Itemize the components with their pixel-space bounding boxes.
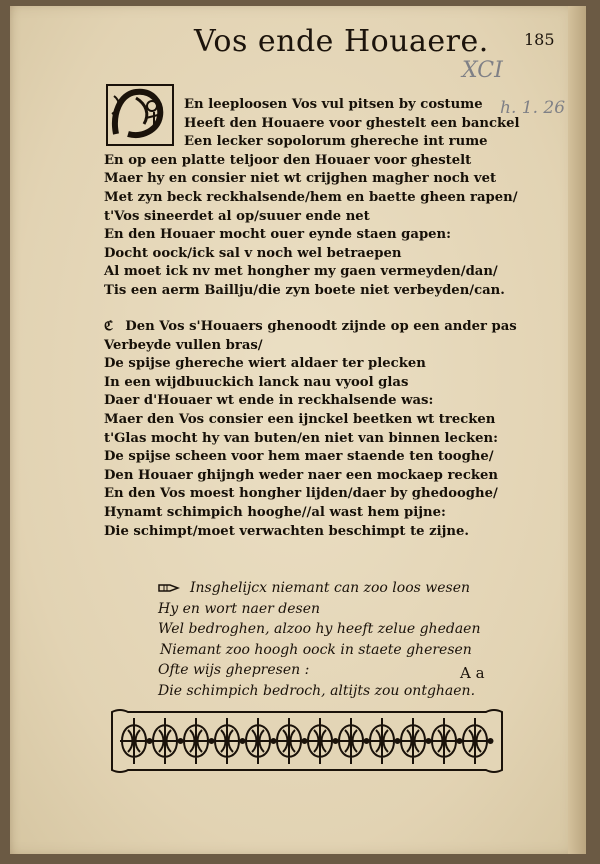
printer-signature: A a [460, 664, 485, 682]
stanza-line: Tis een aerm Baillju/die zyn boete niet verbeyden/can. [104, 282, 505, 298]
stanza-line: Met zyn beck reckhalsende/hem en baette gheen rapen/ [104, 189, 518, 205]
stanza-line: En den Houaer mocht ouer eynde staen gapen: [104, 227, 452, 243]
stanza-line: t'Glas mocht hy van buten/en niet van binnen lecken: [104, 430, 498, 446]
stanza-line: Die schimpt/moet verwachten beschimpt te zijne. [104, 523, 469, 539]
verse-first-line [158, 578, 480, 599]
stanza-line: Den Houaer ghijngh weder naer een mockaep recken [104, 467, 498, 483]
verse-line: Niemant zoo hoogh oock in staete gheresen [160, 641, 472, 658]
pilcrow-icon: ℭ [104, 319, 114, 334]
stanza-line: Al moet ick nv met hongher my gaen vermeyden/dan/ [104, 264, 498, 280]
handwritten-note-side: h. 1. 26 [500, 98, 566, 118]
verse-line: Hy en wort naer desen [158, 600, 321, 617]
stanza-line: De spijse ghereche wiert aldaer ter plecken [104, 356, 426, 372]
stanza-line: Maer den Vos consier een ijnckel beetken wt trecken [104, 411, 496, 427]
pointing-hand-icon [158, 582, 180, 594]
stanza-line: Verbeyde vullen bras/ [104, 337, 263, 353]
page-number: 185 [524, 30, 555, 49]
stanza-line: Den Vos s'Houaers ghenoodt zijnde op een ander pas [125, 319, 517, 334]
stanza-line: Een lecker sopolorum ghereche int rume [184, 134, 488, 150]
page-title: Vos ende Houaere. [194, 24, 489, 59]
stanza-line: t'Vos sineerdet al op/suuer ende net [104, 208, 370, 224]
stanza-line: Maer hy en consier niet wt crijghen magher noch vet [104, 171, 497, 187]
page-edge [568, 6, 586, 854]
stanza-line: Hynamt schimpich hooghe//al wast hem pijne: [104, 504, 446, 520]
stanza-line: De spijse scheen voor hem maer staende ten tooghe/ [104, 449, 494, 465]
stanza-line: En leeploosen Vos vul pitsen by costume [184, 97, 483, 112]
stanza-1 [104, 96, 520, 301]
stanza-line: Daer d'Houaer wt ende in reckhalsende was: [104, 393, 434, 409]
moral-verse [158, 578, 480, 702]
stanza-line: Docht oock/ick sal v noch wel betraepen [104, 245, 402, 261]
stanza-line: In een wijdbuuckich lanck nau vyool glas [104, 374, 409, 390]
verse-line: Insghelijcx niemant can zoo loos wesen [190, 580, 471, 596]
stanza-line: Heeft den Houaere voor ghestelt een banckel [184, 115, 520, 131]
verse-line: Die schimpich bedroch, altijts zou ontghaen. [158, 682, 476, 699]
verse-line: Ofte wijs ghepresen : [158, 662, 310, 679]
stanza-line: En op een platte teljoor den Houaer voor ghestelt [104, 152, 472, 168]
stanza-2 [104, 318, 517, 541]
handwritten-note-top: XCI [462, 58, 503, 83]
stanza-line: En den Vos moest hongher lijden/daer by ghedooghe/ [104, 486, 498, 502]
ornament-band-icon [108, 706, 506, 776]
verse-line: Wel bedroghen, alzoo hy heeft zelue ghedaen [158, 621, 481, 638]
stanza-first-line [104, 318, 517, 337]
